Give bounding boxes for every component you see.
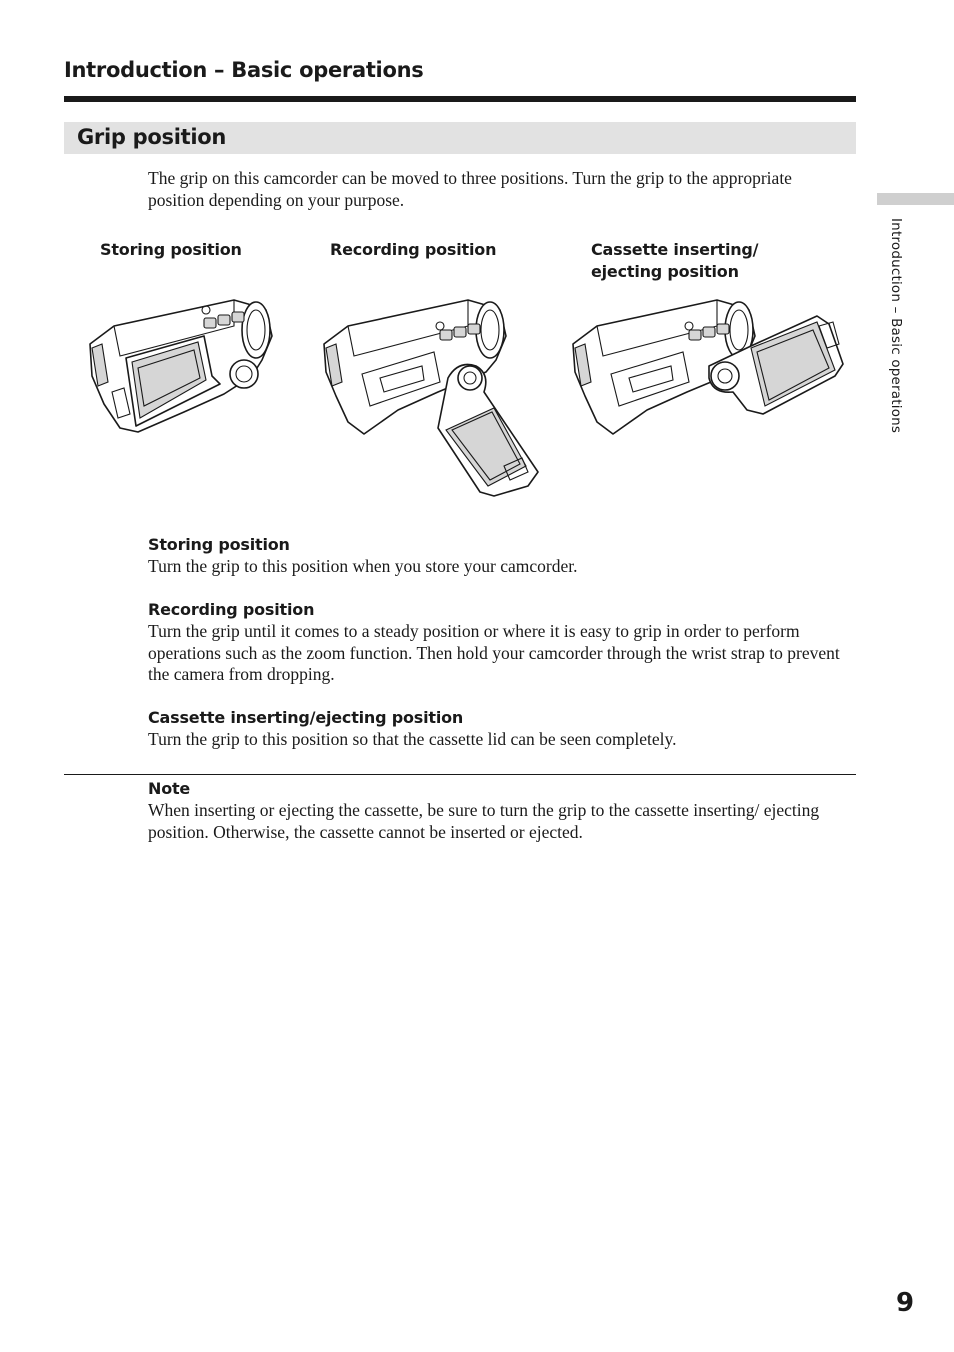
figure-label-storing: Storing position: [100, 240, 242, 259]
description-recording: [148, 599, 848, 686]
note-text: When inserting or ejecting the cassette, be sure to turn the grip to the cassette inserting/ ejecting position. Otherwise, the cassette cannot be inserted or ejected.: [148, 800, 820, 842]
figure-label-recording: Recording position: [330, 240, 497, 259]
side-tab-label-text: Introduction – Basic operations: [888, 218, 904, 434]
description-cassette: [148, 707, 848, 751]
description-storing-heading: Storing position: [148, 535, 290, 554]
header-rule: [64, 96, 856, 102]
camcorder-storing-illustration: [84, 296, 274, 436]
camcorder-recording-illustration: [318, 296, 544, 502]
figure-label-cassette: [591, 239, 758, 283]
description-cassette-text: Turn the grip to this position so that the cassette lid can be seen completely.: [148, 729, 677, 749]
side-tab-marker: [877, 193, 954, 205]
section-title: Grip position: [77, 125, 227, 149]
camcorder-cassette-illustration: [567, 296, 847, 436]
page-number: 9: [896, 1288, 915, 1318]
section-bar: [64, 122, 856, 154]
intro-paragraph: The grip on this camcorder can be moved to three positions. Turn the grip to the appropriate position depending on your purpose.: [148, 168, 792, 210]
note-rule: [64, 774, 856, 775]
note-heading: Note: [148, 779, 191, 798]
description-storing: [148, 534, 848, 578]
page-header: Introduction – Basic operations: [64, 58, 424, 82]
description-recording-text: Turn the grip until it comes to a steady position or where it is easy to grip in order to perform operations such as the zoom function. Then hold your camcorder through the wrist strap to prevent the camera from dropping.: [148, 621, 840, 684]
figure-label-cassette-line2: ejecting position: [591, 262, 739, 281]
description-storing-text: Turn the grip to this position when you store your camcorder.: [148, 556, 578, 576]
side-tab-label: [888, 218, 908, 458]
figure-label-cassette-line1: Cassette inserting/: [591, 240, 759, 259]
description-cassette-heading: Cassette inserting/ejecting position: [148, 708, 464, 727]
description-recording-heading: Recording position: [148, 600, 315, 619]
note-block: [148, 778, 856, 843]
